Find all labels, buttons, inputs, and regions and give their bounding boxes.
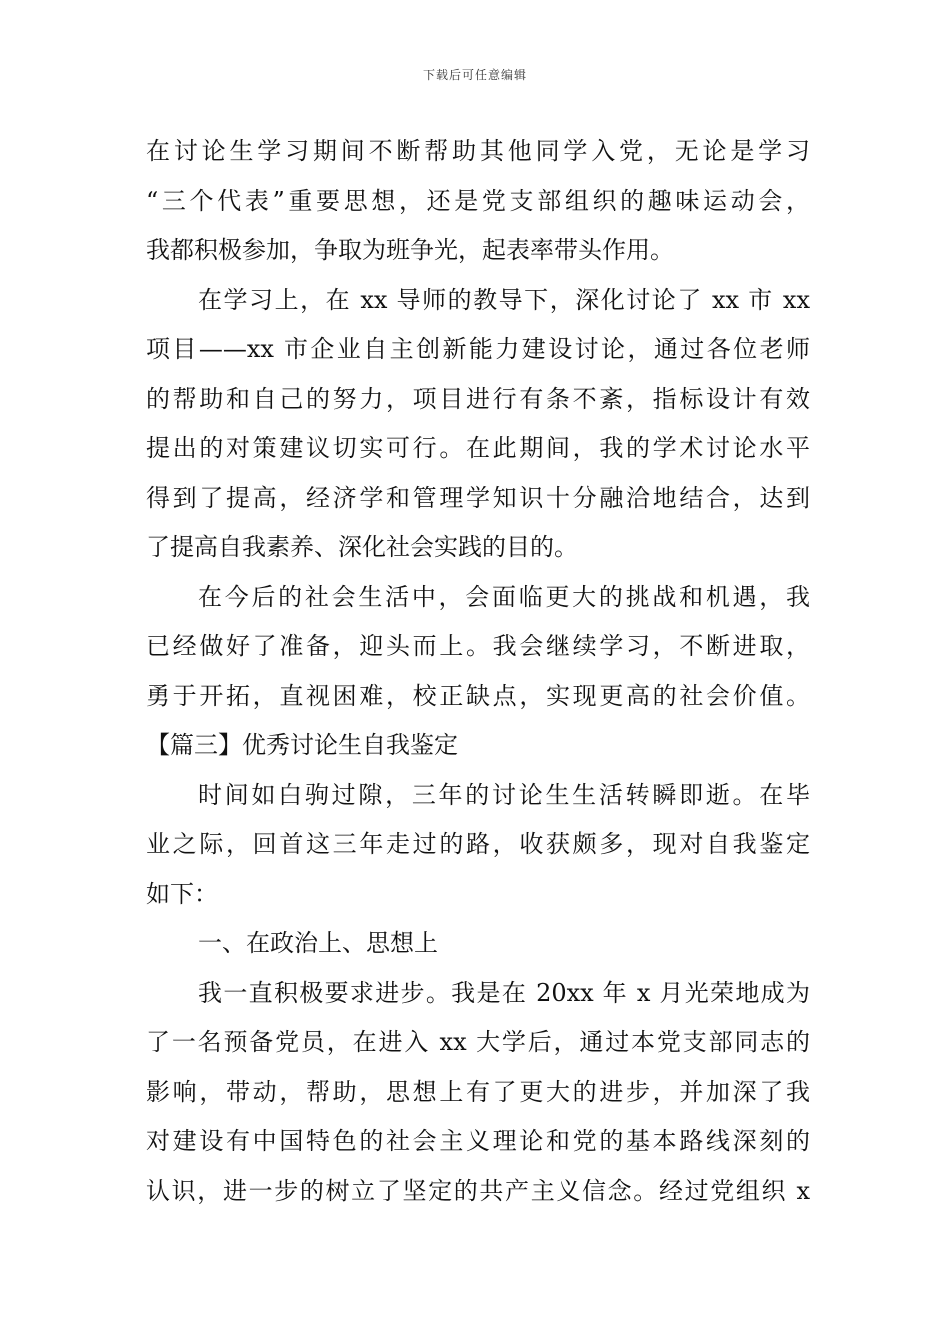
text-line: 得到了提高，经济学和管理学知识十分融洽地结合，达到 [146, 483, 810, 512]
section-heading: 【篇三】优秀讨论生自我鉴定 [146, 731, 458, 759]
text-line: 影响，带动，帮助，思想上有了更大的进步，并加深了我 [146, 1077, 810, 1106]
text-line: 在今后的社会生活中，会面临更大的挑战和机遇，我 [198, 582, 810, 611]
text-line: 认识，进一步的树立了坚定的共产主义信念。经过党组织 x [146, 1176, 810, 1205]
text-line: 在学习上，在 xx 导师的教导下，深化讨论了 xx 市 xx [198, 285, 810, 314]
text-line: 时间如白驹过隙，三年的讨论生生活转瞬即逝。在毕 [198, 780, 810, 809]
text-line: 在讨论生学习期间不断帮助其他同学入党，无论是学习 [146, 137, 810, 165]
subsection-heading: 一、在政治上、思想上 [198, 929, 438, 957]
document-body [146, 127, 810, 1216]
text-line: 勇于开拓，直视困难，校正缺点，实现更高的社会价值。 [146, 681, 810, 710]
header-note: 下载后可任意编辑 [422, 68, 527, 82]
text-line: 我都积极参加，争取为班争光，起表率带头作用。 [146, 236, 674, 264]
text-line: 提出的对策建议切实可行。在此期间，我的学术讨论水平 [146, 434, 810, 462]
text-line: 了一名预备党员，在进入 xx 大学后，通过本党支部同志的 [146, 1028, 810, 1056]
text-line: 我一直积极要求进步。我是在 20xx 年 x 月光荣地成为 [198, 978, 810, 1007]
text-line: “三个代表”重要思想，还是党支部组织的趣味运动会， [146, 186, 810, 215]
text-line: 业之际，回首这三年走过的路，收获颇多，现对自我鉴定 [146, 830, 810, 858]
text-line: 项目——xx 市企业自主创新能力建设讨论，通过各位老师 [146, 335, 810, 363]
text-line: 了提高自我素养、深化社会实践的目的。 [146, 533, 578, 561]
text-line: 的帮助和自己的努力，项目进行有条不紊，指标设计有效 [146, 384, 810, 413]
text-line: 对建设有中国特色的社会主义理论和党的基本路线深刻的 [146, 1127, 810, 1155]
text-line: 已经做好了准备，迎头而上。我会继续学习，不断进取， [146, 632, 810, 660]
text-line: 如下： [146, 879, 218, 908]
